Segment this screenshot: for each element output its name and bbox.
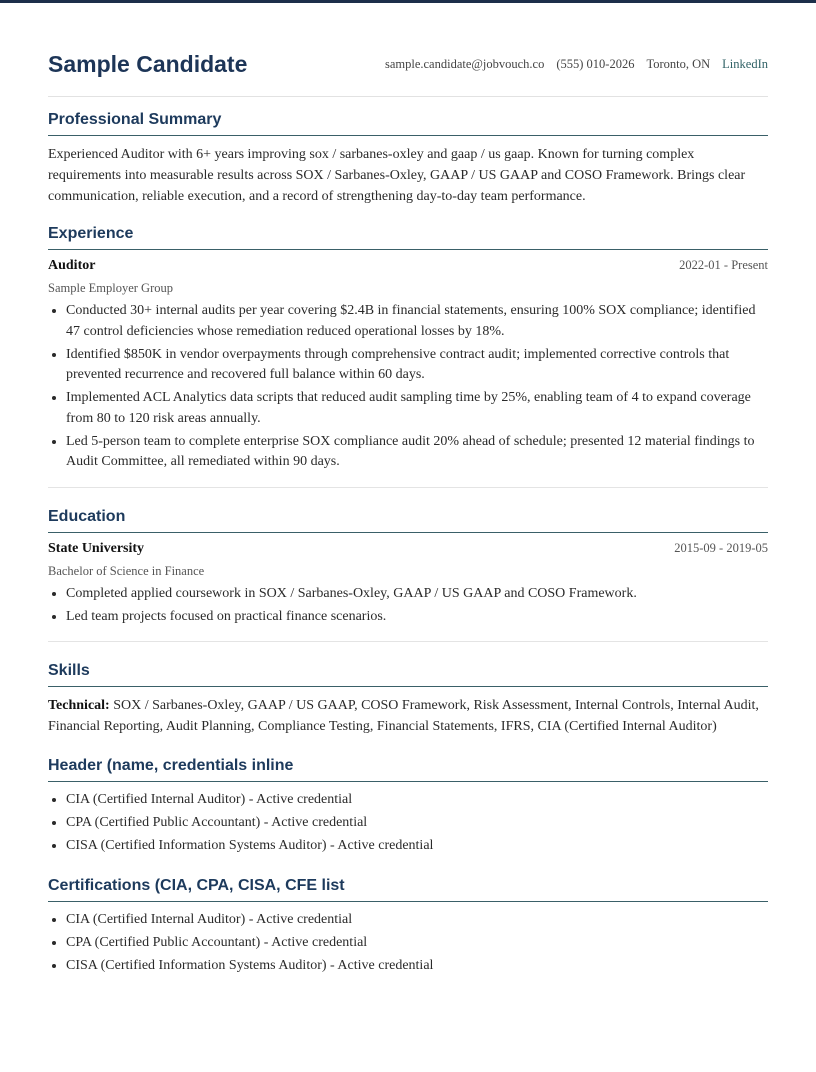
email-text: sample.candidate@jobvouch.co [384,56,545,71]
job-title: Auditor [48,258,96,273]
experience-heading: Experience [48,225,768,250]
school-name: State University [48,540,145,556]
list-item: • CPA (Certified Public Accountant) - Active credential [66,933,768,954]
skills-text [48,695,768,737]
header-credentials-section [48,757,768,857]
degree-name: Bachelor of Science in Finance [48,563,205,578]
header-credentials-bullets [48,790,768,857]
list-item: • Conducted 30+ internal audits per year covering $2.4B in financial statements, ensuring 100% SOX compliance; identified 47 control deficiencies whose remediation reduced operational losses by 18%. [66,301,768,342]
section-divider [48,487,768,488]
list-item: • CPA (Certified Public Accountant) - Active credential [66,813,768,834]
education-dates: 2015-09 - 2019-05 [674,540,768,555]
candidate-name: Sample Candidate [48,50,248,77]
summary-heading: Professional Summary [48,111,768,136]
job-bullets [48,301,768,473]
header-divider [48,96,768,97]
list-item: • Implemented ACL Analytics data scripts that reduced audit sampling time by 25%, enabling team of 4 to expand coverage from 80 to 120 risk areas annually. [66,388,768,429]
skills-section [48,662,768,737]
employer-name: Sample Employer Group [48,281,173,295]
contact-info [385,57,768,72]
experience-section [48,225,768,488]
location-text: Toronto, ON [646,56,711,71]
job-header [48,258,768,274]
certifications-bullets [48,910,768,977]
certifications-heading: Certifications (CIA, CPA, CISA, CFE list [48,877,768,902]
list-item: • CISA (Certified Information Systems Auditor) - Active credential [66,836,768,857]
section-divider [48,641,768,642]
education-heading: Education [48,508,768,533]
summary-section [48,111,768,207]
job-dates: 2022-01 - Present [679,258,768,272]
list-item: • Completed applied coursework in SOX / Sarbanes-Oxley, GAAP / US GAAP and COSO Framework. [66,584,768,605]
certifications-section [48,877,768,977]
header-credentials-heading: Header (name, credentials inline [48,757,768,782]
list-item: • Identified $850K in vendor overpayments through comprehensive contract audit; implemented corrective controls that prevented recurrence and recovered full balance within 60 days. [66,345,768,386]
list-item: • CISA (Certified Information Systems Auditor) - Active credential [66,956,768,977]
linkedin-link[interactable]: LinkedIn [722,56,768,71]
resume-header [48,48,768,80]
summary-text: Experienced Auditor with 6+ years improving sox / sarbanes-oxley and gaap / us gaap. Known for turning complex requirements into measurable results across SOX / Sarbanes-Oxley, GAAP / US GAAP and COSO Framework. Brings clear communication, reliable execution, and a record of strengthening day-to-day team performance. [48,147,746,204]
list-item: • CIA (Certified Internal Auditor) - Active credential [66,910,768,931]
education-header [48,541,768,557]
list-item: • Led team projects focused on practical finance scenarios. [66,607,768,628]
resume-page [48,0,768,979]
list-item: • Led 5-person team to complete enterprise SOX compliance audit 20% ahead of schedule; presented 12 material findings to Audit Committee, all remediated within 90 days. [66,432,768,473]
list-item: • CIA (Certified Internal Auditor) - Active credential [66,790,768,811]
skills-heading: Skills [48,662,768,687]
skills-list: SOX / Sarbanes-Oxley, GAAP / US GAAP, COSO Framework, Risk Assessment, Internal Controls, Internal Audit, Financial Reporting, Audit Planning, Compliance Testing, Financial Statements, IFRS, CIA (Certified Internal Auditor) [48,698,759,734]
education-section [48,508,768,643]
phone-text: (555) 010-2026 [556,56,635,71]
education-bullets [48,584,768,628]
skills-label: Technical: [48,698,110,713]
